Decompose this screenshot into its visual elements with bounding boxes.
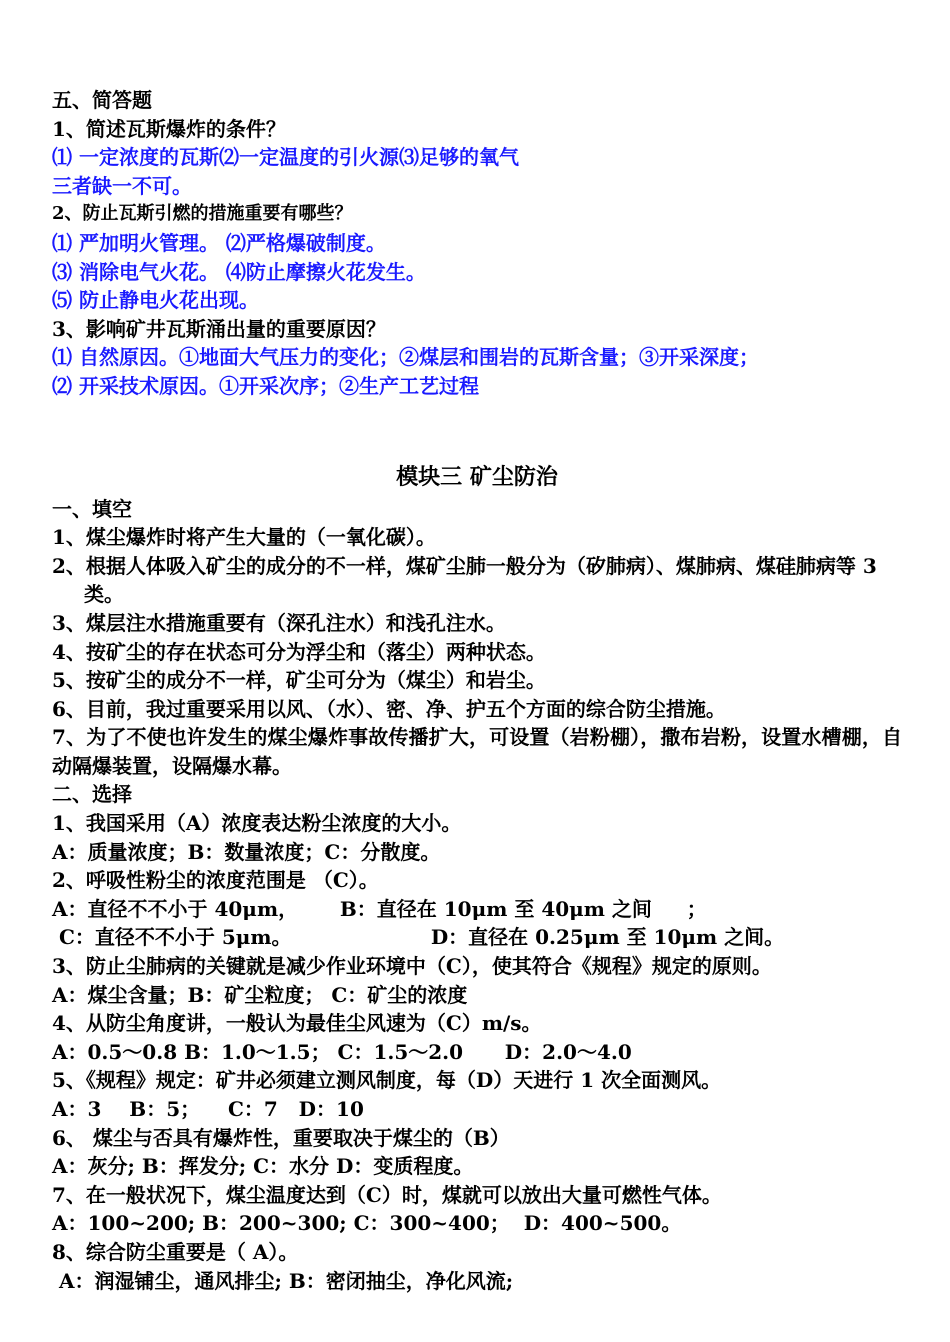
choice-q4-options: A：0.5～0.8 B：1.0～1.5； C：1.5～2.0 D：2.0～4.0 [52, 1039, 632, 1064]
choice-q8: 8、综合防尘重要是（ A）。 [52, 1239, 299, 1264]
question-1: 1、简述瓦斯爆炸的条件？ [52, 116, 286, 141]
choice-q7: 7、在一般状况下，煤尘温度达到（C）时，煤就可以放出大量可燃性气体。 [52, 1182, 722, 1207]
choice-q5-options: A：3 B：5； C：7 D：10 [52, 1097, 364, 1121]
answer-3-line-2: ⑵ 开采技术原因。①开采次序；②生产工艺过程 [52, 373, 479, 398]
section-gap [52, 401, 902, 459]
fill-item-4: 4、按矿尘的存在状态可分为浮尘和（落尘）两种状态。 [52, 639, 546, 664]
choice-q3-options: A：煤尘含量；B：矿尘粒度； C：矿尘的浓度 [52, 982, 468, 1007]
fill-item-1: 1、煤尘爆炸时将产生大量的（一氧化碳）。 [52, 525, 436, 550]
choice-q5: 5、《规程》规定：矿井必须建立测风制度，每（D）天进行 1 次全面测风。 [52, 1068, 722, 1093]
answer-1-line-2: 三者缺一不可。 [52, 173, 192, 198]
answer-1-line-1: ⑴ 一定浓度的瓦斯⑵一定温度的引火源⑶足够的氧气 [52, 145, 519, 170]
answer-3-line-1: ⑴ 自然原因。①地面大气压力的变化；②煤层和围岩的瓦斯含量；③开采深度； [52, 345, 759, 370]
choice-q7-options: A：100~200; B：200~300; C：300~400； D：400~500。 [52, 1211, 682, 1236]
module-title: 模块三 矿尘防治 [396, 463, 558, 490]
choice-q4: 4、从防尘角度讲，一般认为最佳尘风速为（C）m/s。 [52, 1011, 542, 1036]
choice-q6-options: A：灰分; B：挥发分; C：水分 D：变质程度。 [52, 1154, 474, 1179]
choice-q1: 1、我国采用（A）浓度表达粉尘浓度的大小。 [52, 811, 462, 836]
choice-q2-options-cd: C：直径不不小于 5μm。 D：直径在 0.25μm 至 10μm 之间。 [52, 925, 785, 950]
fill-item-7: 7、为了不使也许发生的煤尘爆炸事故传播扩大，可设置（岩粉棚），撒布岩粉，设置水槽棚，自动隔爆装置，设隔爆水幕。 [52, 725, 902, 778]
fill-item-5: 5、按矿尘的成分不一样，矿尘可分为（煤尘）和岩尘。 [52, 668, 546, 693]
fill-item-3: 3、煤层注水措施重要有（深孔注水）和浅孔注水。 [52, 610, 506, 635]
question-3: 3、影响矿井瓦斯涌出量的重要原因？ [52, 316, 386, 341]
choice-heading: 二、选择 [52, 782, 132, 807]
answer-2-line-2: ⑶ 消除电气火花。 ⑷防止摩擦火花发生。 [52, 259, 426, 284]
section-heading-short-answer: 五、简答题 [52, 88, 152, 112]
answer-2-line-3: ⑸ 防止静电火花出现。 [52, 288, 259, 313]
fill-item-6: 6、目前，我过重要采用以风、（水）、密、净、护五个方面的综合防尘措施。 [52, 696, 726, 721]
choice-q3: 3、防止尘肺病的关键就是减少作业环境中（C），使其符合《规程》规定的原则。 [52, 954, 772, 979]
answer-2-line-1: ⑴ 严加明火管理。 ⑵严格爆破制度。 [52, 230, 386, 255]
choice-q6: 6、 煤尘与否具有爆炸性，重要取决于煤尘的（B） [52, 1125, 510, 1150]
document-page [52, 86, 902, 1295]
choice-q2: 2、呼吸性粉尘的浓度范围是 （C）。 [52, 868, 379, 893]
choice-q2-options-ab: A：直径不不小于 40μm， B：直径在 10μm 至 40μm 之间 ； [52, 896, 707, 921]
choice-q1-options: A：质量浓度；B：数量浓度；C：分散度。 [52, 839, 441, 864]
fill-heading: 一、填空 [52, 496, 132, 521]
choice-q8-options: A：润湿铺尘，通风排尘; B：密闭抽尘，净化风流; [52, 1268, 514, 1293]
fill-item-2: 2、根据人体吸入矿尘的成分的不一样，煤矿尘肺一般分为（矽肺病）、煤肺病、煤硅肺病等 3 类。 [52, 553, 877, 607]
question-2: 2、防止瓦斯引燃的措施重要有哪些？ [52, 203, 353, 225]
